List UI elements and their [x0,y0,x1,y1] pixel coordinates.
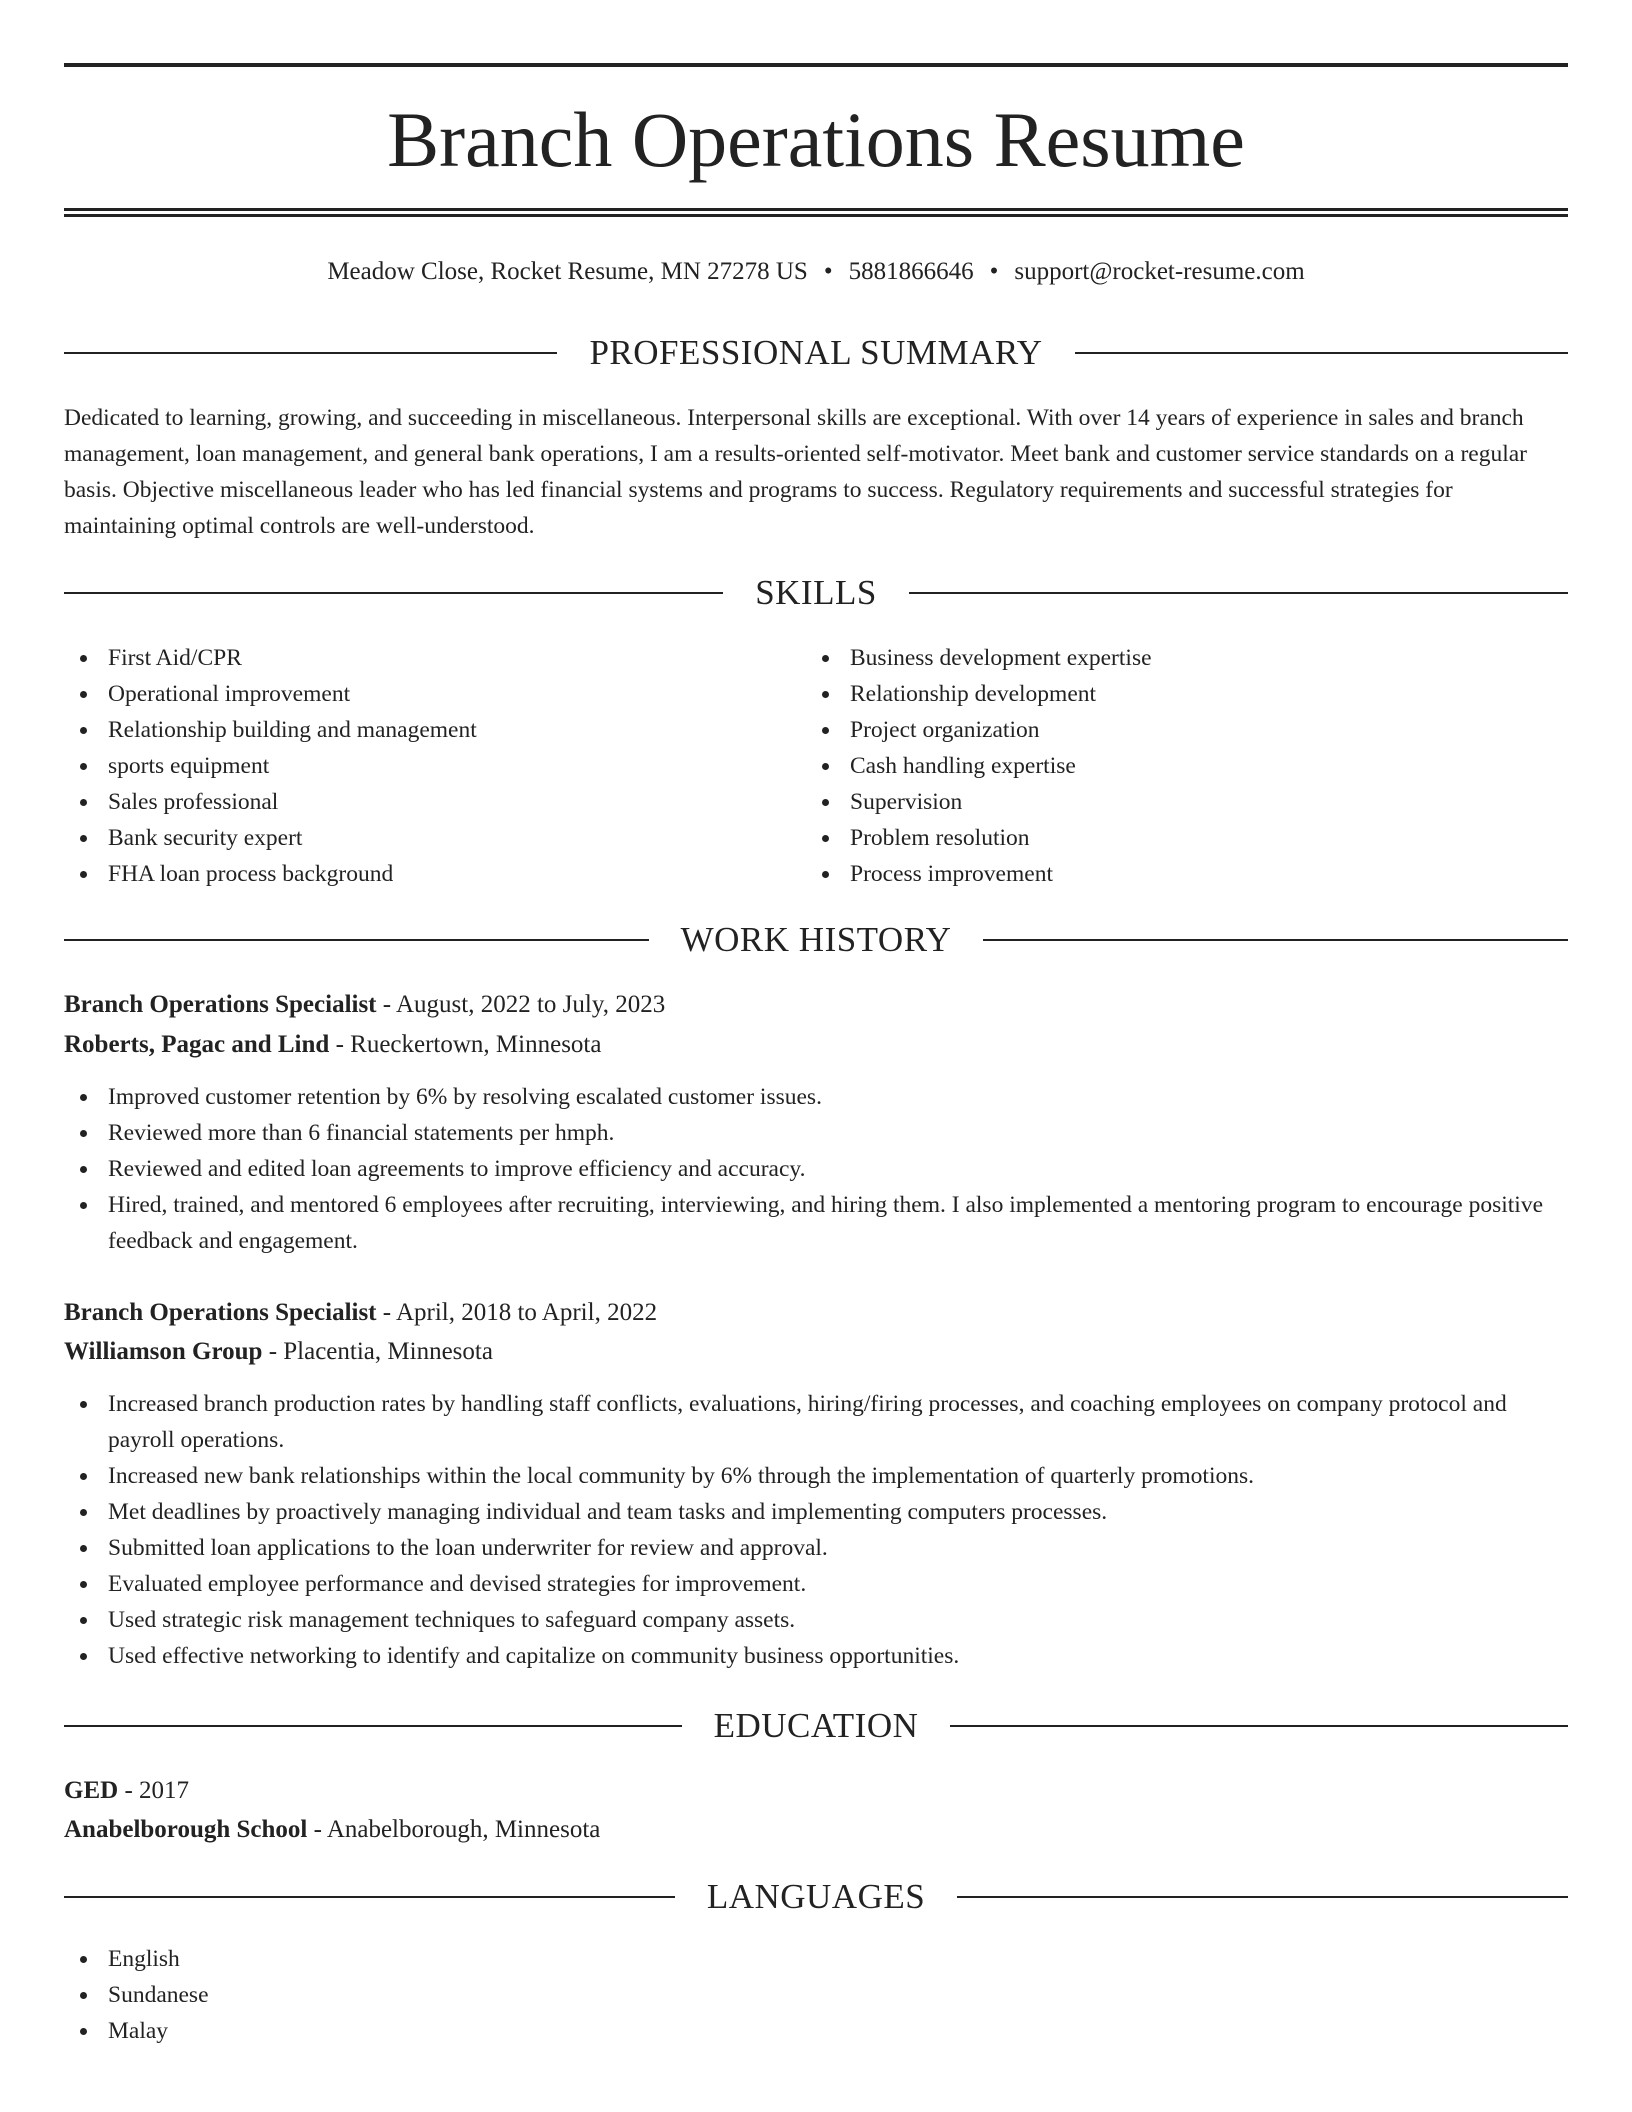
skills-list [806,640,1546,892]
job-location: Placentia, Minnesota [283,1338,493,1365]
job-title: Branch Operations Specialist [64,991,377,1018]
heading-rule [64,1896,675,1898]
list-item: Increased new bank relationships within the local community by 6% through the implementation of quarterly promotions. [64,1458,1568,1494]
heading-rule [950,1725,1568,1727]
list-item: Evaluated employee performance and devised strategies for improvement. [64,1566,1568,1602]
job-location: Rueckertown, Minnesota [350,1031,602,1058]
job-bullets [64,1079,1568,1259]
heading-rule [64,1725,682,1727]
contact-phone: 5881866646 [848,258,974,285]
job-company: Williamson Group [64,1338,263,1365]
dash: - [307,1816,327,1843]
languages-list [64,1941,664,2049]
list-item: Improved customer retention by 6% by resolving escalated customer issues. [64,1079,1568,1115]
dash: - [118,1777,140,1804]
list-item: Business development expertise [806,640,1546,676]
section-heading-summary [64,330,1568,376]
section-title: WORK HISTORY [680,920,952,959]
contact-separator: • [823,258,833,285]
dash: - [329,1031,351,1058]
summary-text: Dedicated to learning, growing, and succeeding in miscellaneous. Interpersonal skills are exceptional. With over 14 years of experience in sales and branch management, loan management, and general bank operations, I am a results-oriented self-motivator. Meet bank and customer service standards on a regular basis. Objective miscellaneous leader who has led financial systems and programs to success. Regulatory requirements and successful strategies for maintaining optimal controls are well-understood. [64,405,1528,539]
page-title: Branch Operations Resume [387,96,1245,183]
list-item: Increased branch production rates by handling staff conflicts, evaluations, hiring/firing processes, and coaching employees on company protocol and payroll operations. [64,1386,1568,1458]
skills-column-left [64,640,804,892]
list-item: Used effective networking to identify and capitalize on community business opportunities. [64,1638,1568,1674]
section-heading-work [64,917,1568,963]
list-item: Project organization [806,712,1546,748]
languages-block [64,1941,664,2049]
job-company-line [64,1334,1568,1370]
list-item: sports equipment [64,748,804,784]
job-company-line [64,1027,1568,1063]
dash: - [376,1299,396,1326]
list-item: Malay [64,2013,664,2049]
education-year: 2017 [139,1777,190,1804]
top-rule [64,63,1568,67]
job-bullet-list [64,1386,1568,1674]
list-item: Relationship development [806,676,1546,712]
section-heading-languages [64,1874,1568,1920]
heading-rule [64,939,649,941]
heading-rule [1075,352,1568,354]
skills-column-right [806,640,1546,892]
list-item: First Aid/CPR [64,640,804,676]
list-item: English [64,1941,664,1977]
education-school: Anabelborough School [64,1816,308,1843]
list-item: Process improvement [806,856,1546,892]
list-item: Met deadlines by proactively managing individual and team tasks and implementing computers processes. [64,1494,1568,1530]
title-double-rule [64,208,1568,217]
heading-rule [64,592,723,594]
list-item: Supervision [806,784,1546,820]
job-title-line [64,1295,1568,1331]
job-title-line [64,987,1568,1023]
job-dates: April, 2018 to April, 2022 [395,1299,658,1326]
job-dates: August, 2022 to July, 2023 [395,991,666,1018]
contact-address: Meadow Close, Rocket Resume, MN 27278 US [327,258,808,285]
list-item: Hired, trained, and mentored 6 employees after recruiting, interviewing, and hiring them. I also implemented a mentoring program to encourage positive feedback and engagement. [64,1187,1568,1259]
job-title: Branch Operations Specialist [64,1299,377,1326]
job-bullets [64,1386,1568,1674]
list-item: Cash handling expertise [806,748,1546,784]
list-item: Sundanese [64,1977,664,2013]
dash: - [376,991,396,1018]
education-location: Anabelborough, Minnesota [326,1816,601,1843]
list-item: Operational improvement [64,676,804,712]
contact-email: support@rocket-resume.com [1014,258,1305,285]
heading-rule [64,352,557,354]
job-bullet-list [64,1079,1568,1259]
section-heading-education [64,1703,1568,1749]
contact-line [0,255,1632,289]
education-school-line [64,1812,1568,1848]
section-heading-skills [64,570,1568,616]
list-item: Reviewed more than 6 financial statements per hmph. [64,1115,1568,1151]
list-item: Used strategic risk management techniques to safeguard company assets. [64,1602,1568,1638]
section-title: PROFESSIONAL SUMMARY [589,333,1043,372]
list-item: Submitted loan applications to the loan underwriter for review and approval. [64,1530,1568,1566]
job-company: Roberts, Pagac and Lind [64,1031,330,1058]
heading-rule [909,592,1568,594]
section-title: LANGUAGES [706,1877,926,1916]
list-item: FHA loan process background [64,856,804,892]
contact-separator: • [989,258,999,285]
list-item: Bank security expert [64,820,804,856]
section-title: EDUCATION [713,1706,919,1745]
list-item: Sales professional [64,784,804,820]
section-title: SKILLS [755,573,877,612]
heading-rule [957,1896,1568,1898]
list-item: Problem resolution [806,820,1546,856]
list-item: Relationship building and management [64,712,804,748]
list-item: Reviewed and edited loan agreements to improve efficiency and accuracy. [64,1151,1568,1187]
education-degree: GED [64,1777,119,1804]
heading-rule [983,939,1568,941]
skills-list [64,640,804,892]
education-degree-line [64,1773,1568,1809]
dash: - [262,1338,284,1365]
